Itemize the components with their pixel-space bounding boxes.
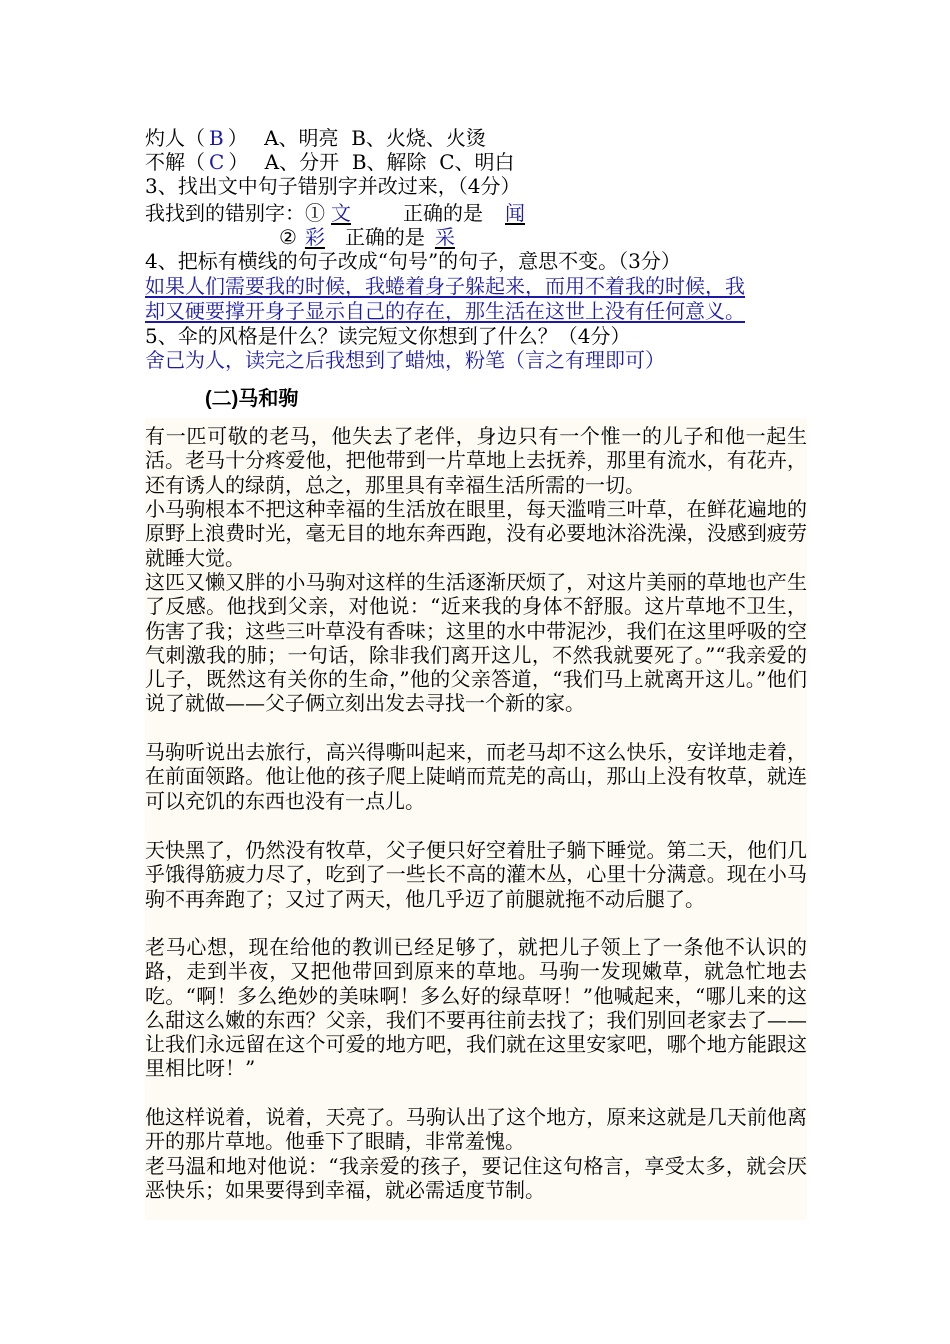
vocab-row-2 [145, 150, 515, 174]
paren-close: ） [227, 126, 248, 150]
story-paragraph: 他这样说着，说着，天亮了。马驹认出了这个地方，原来这就是几天前他离开的那片草地。他垂下了眼睛，非常羞愧。 [145, 1105, 807, 1154]
q4-answer-line-2: 却又硬要撑开身子显示自己的存在，那生活在这世上没有任何意义。 [145, 299, 745, 323]
paren-open: （ [185, 126, 205, 150]
typo-mid-label: 正确的是 [344, 225, 425, 249]
section-title [205, 386, 298, 412]
story-paragraph: 小马驹根本不把这种幸福的生活放在眼里，每天滥啃三叶草，在鲜花遍地的原野上浪费时光，毫无目的地东奔西跑，没有必要地沐浴洗澡，没感到疲劳就睡大觉。 [145, 497, 807, 570]
story-paragraph: 有一匹可敬的老马，他失去了老伴，身边只有一个惟一的儿子和他一起生活。老马十分疼爱他，把他带到一片草地上去抚养，那里有流水，有花卉，还有诱人的绿荫，总之，那里具有幸福生活所需的一切。 [145, 424, 807, 497]
vocab-answer: B [209, 126, 224, 150]
typo-wrong-char [325, 201, 403, 225]
vocab-options: A、明亮 B、火烧、火烫 [264, 126, 486, 150]
typo-wrong-value: 彩 [304, 225, 325, 249]
section-title-text: (二)马和驹 [205, 388, 299, 410]
q4-answer-line-1: 如果人们需要我的时候，我蜷着身子躲起来，而用不着我的时候，我 [145, 274, 745, 298]
typo-prefix: ② [279, 225, 297, 249]
vocab-word: 灼人 [145, 126, 185, 150]
story-paragraph: 老马心想，现在给他的教训已经足够了，就把儿子领上了一条他不认识的路，走到半夜，又把他带回到原来的草地。马驹一发现嫩草，就急忙地去吃。“啊！多么绝妙的美味啊！多么好的绿草呀！”他喊起来，“哪儿来的这么甜这么嫩的东西？父亲，我们不要再往前去找了；我们别回老家去了——让我们永远留在这个可爱的地方吧，我们就在这里安家吧，哪个地方能跟这里相比呀！” [145, 935, 807, 1081]
vocab-row-1 [145, 126, 486, 150]
vocab-options: A、分开 B、解除 C、明白 [264, 150, 515, 174]
typo-row-1 [145, 201, 569, 225]
story-paragraph: 马驹听说出去旅行，高兴得嘶叫起来，而老马却不这么快乐，安详地走着，在前面领路。他让他的孩子爬上陡峭而荒芜的高山，那山上没有牧草，就连可以充饥的东西也没有一点儿。 [145, 740, 807, 813]
typo-row-2 [279, 225, 475, 249]
vocab-word: 不解 [145, 150, 185, 174]
vocab-answer: C [209, 150, 225, 174]
story-paragraph: 这匹又懒又胖的小马驹对这样的生活逐渐厌烦了，对这片美丽的草地也产生了反感。他找到父亲，对他说：“近来我的身体不舒服。这片草地不卫生，伤害了我；这些三叶草没有香味；这里的水中带泥沙，我们在这里呼吸的空气刺激我的肺；一句话，除非我们离开这儿，不然我就要死了。”“我亲爱的儿子，既然这有关你的生命，”他的父亲答道，“我们马上就离开这儿。”他们说了就做——父子俩立刻出发去寻找一个新的家。 [145, 570, 807, 716]
question-5: 5、伞的风格是什么？读完短文你想到了什么？（4分） [145, 324, 631, 348]
question-3: 3、找出文中句子错别字并改过来，（4分） [145, 174, 521, 198]
q5-answer: 舍己为人，读完之后我想到了蜡烛，粉笔（言之有理即可） [145, 348, 665, 372]
typo-wrong-value: 文 [331, 201, 351, 225]
story-body [145, 418, 807, 1220]
typo-wrong-char [297, 225, 345, 249]
story-paragraph: 天快黑了，仍然没有牧草，父子便只好空着肚子躺下睡觉。第二天，他们几乎饿得筋疲力尽了，吃到了一些长不高的灌木丛，心里十分满意。现在小马驹不再奔跑了；又过了两天，他几乎迈了前腿就拖不动后腿了。 [145, 838, 807, 911]
paren-close: ） [228, 150, 249, 174]
paren-open: （ [185, 150, 205, 174]
question-4: 4、把标有横线的句子改成“句号”的句子，意思不变。（3分） [145, 249, 681, 273]
typo-right-value: 闻 [505, 201, 525, 225]
typo-prefix: 我找到的错别字：① [145, 201, 325, 225]
typo-right-char [483, 201, 569, 225]
typo-right-char [425, 225, 475, 249]
typo-mid-label: 正确的是 [403, 201, 483, 225]
story-paragraph: 老马温和地对他说：“我亲爱的孩子，要记住这句格言，享受太多，就会厌恶快乐；如果要得到幸福，就必需适度节制。 [145, 1154, 807, 1203]
typo-right-value: 采 [434, 225, 455, 249]
